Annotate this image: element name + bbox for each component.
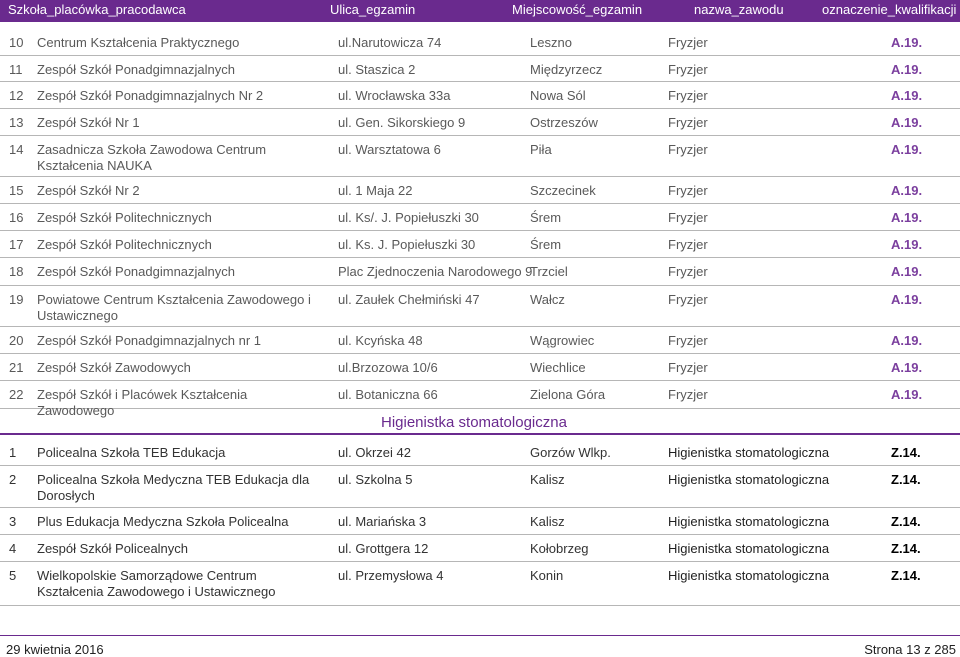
row-number: 21 bbox=[9, 360, 24, 375]
row-city: Szczecinek bbox=[530, 183, 596, 198]
row-city: Zielona Góra bbox=[530, 387, 606, 402]
row-number: 14 bbox=[9, 142, 24, 157]
row-school: Zespół Szkół i Placówek Kształcenia Zawodowego bbox=[37, 387, 248, 418]
row-number: 18 bbox=[9, 264, 24, 279]
row-school: Zespół Szkół Ponadgimnazjalnych bbox=[37, 62, 235, 77]
footer-divider bbox=[0, 635, 960, 636]
table-row bbox=[0, 466, 960, 508]
row-code: Z.14. bbox=[891, 514, 921, 529]
row-profession: Higienistka stomatologiczna bbox=[668, 514, 830, 529]
section-heading bbox=[0, 409, 960, 435]
row-city: Kalisz bbox=[530, 514, 565, 529]
row-number: 13 bbox=[9, 115, 24, 130]
row-code: A.19. bbox=[891, 88, 923, 103]
row-number: 10 bbox=[9, 35, 24, 50]
row-street: ul. Kcyńska 48 bbox=[338, 333, 423, 348]
header-code: oznaczenie_kwalifikacji bbox=[822, 2, 957, 17]
row-profession: Fryzjer bbox=[668, 183, 708, 198]
row-street: ul. Przemysłowa 4 bbox=[338, 568, 444, 583]
row-school: Centrum Kształcenia Praktycznego bbox=[37, 35, 240, 50]
row-code: A.19. bbox=[891, 264, 923, 279]
row-city: Kołobrzeg bbox=[530, 541, 589, 556]
row-street: ul. Gen. Sikorskiego 9 bbox=[338, 115, 466, 130]
row-street: ul. 1 Maja 22 bbox=[338, 183, 413, 198]
row-number: 2 bbox=[9, 472, 17, 487]
row-number: 19 bbox=[9, 292, 24, 307]
row-code: A.19. bbox=[891, 183, 923, 198]
row-street: ul. Ks/. J. Popiełuszki 30 bbox=[338, 210, 479, 225]
row-school: Zespół Szkół Politechnicznych bbox=[37, 237, 212, 252]
row-profession: Higienistka stomatologiczna bbox=[668, 568, 830, 583]
row-code: A.19. bbox=[891, 210, 923, 225]
row-profession: Fryzjer bbox=[668, 387, 708, 402]
row-code: Z.14. bbox=[891, 541, 921, 556]
row-school: Zespół Szkół Ponadgimnazjalnych bbox=[37, 264, 235, 279]
table-row bbox=[0, 535, 960, 562]
table-row bbox=[0, 204, 960, 231]
row-number: 20 bbox=[9, 333, 24, 348]
row-city: Wałcz bbox=[530, 292, 565, 307]
footer-page-number: Strona 13 z 285 bbox=[864, 642, 956, 657]
row-street: ul. Ks. J. Popiełuszki 30 bbox=[338, 237, 476, 252]
row-city: Śrem bbox=[530, 210, 562, 225]
table-row bbox=[0, 56, 960, 82]
table-row bbox=[0, 354, 960, 381]
row-profession: Higienistka stomatologiczna bbox=[668, 472, 830, 487]
table-row bbox=[0, 381, 960, 418]
row-code: A.19. bbox=[891, 333, 923, 348]
row-school: Zespół Szkół Nr 1 bbox=[37, 115, 140, 130]
header-profession: nazwa_zawodu bbox=[694, 2, 784, 17]
row-school: Powiatowe Centrum Kształcenia Zawodowego i Ustawicznego bbox=[37, 292, 311, 323]
row-number: 3 bbox=[9, 514, 17, 529]
row-profession: Fryzjer bbox=[668, 62, 708, 77]
row-profession: Fryzjer bbox=[668, 210, 708, 225]
table-row bbox=[0, 177, 960, 204]
row-street: ul. Wrocławska 33a bbox=[338, 88, 451, 103]
row-street: ul. Grottgera 12 bbox=[338, 541, 429, 556]
row-city: Nowa Sól bbox=[530, 88, 586, 103]
row-profession: Higienistka stomatologiczna bbox=[668, 445, 830, 460]
row-number: 5 bbox=[9, 568, 17, 583]
table-row bbox=[0, 258, 960, 286]
row-street: ul. Warsztatowa 6 bbox=[338, 142, 441, 157]
row-number: 17 bbox=[9, 237, 24, 252]
table-row bbox=[0, 136, 960, 177]
row-code: A.19. bbox=[891, 292, 923, 307]
header-city: Miejscowość_egzamin bbox=[512, 2, 643, 17]
footer-date: 29 kwietnia 2016 bbox=[6, 642, 104, 657]
table-row bbox=[0, 231, 960, 258]
table-row bbox=[0, 327, 960, 354]
row-city: Konin bbox=[530, 568, 564, 583]
row-school: Policealna Szkoła Medyczna TEB Edukacja dla Dorosłych bbox=[37, 472, 310, 503]
row-code: A.19. bbox=[891, 35, 923, 50]
row-city: Wiechlice bbox=[530, 360, 586, 375]
row-city: Ostrzeszów bbox=[530, 115, 598, 130]
row-city: Piła bbox=[530, 142, 552, 157]
row-city: Śrem bbox=[530, 237, 562, 252]
row-school: Zasadnicza Szkoła Zawodowa Centrum Kształcenia NAUKA bbox=[37, 142, 267, 173]
row-code: Z.14. bbox=[891, 472, 921, 487]
row-city: Wągrowiec bbox=[530, 333, 595, 348]
row-code: A.19. bbox=[891, 360, 923, 375]
row-school: Zespół Szkół Politechnicznych bbox=[37, 210, 212, 225]
row-profession: Fryzjer bbox=[668, 360, 708, 375]
row-street: ul. Botaniczna 66 bbox=[338, 387, 438, 402]
row-school: Zespół Szkół Ponadgimnazjalnych nr 1 bbox=[37, 333, 262, 348]
header-school: Szkoła_placówka_pracodawca bbox=[8, 2, 186, 17]
row-number: 11 bbox=[9, 62, 23, 77]
row-code: A.19. bbox=[891, 237, 923, 252]
row-code: Z.14. bbox=[891, 568, 921, 583]
row-street: ul. Mariańska 3 bbox=[338, 514, 427, 529]
row-city: Trzciel bbox=[530, 264, 568, 279]
row-number: 16 bbox=[9, 210, 24, 225]
row-city: Gorzów Wlkp. bbox=[530, 445, 611, 460]
table-row bbox=[0, 286, 960, 327]
row-profession: Fryzjer bbox=[668, 35, 708, 50]
row-street: ul.Narutowicza 74 bbox=[338, 35, 442, 50]
row-code: Z.14. bbox=[891, 445, 921, 460]
row-code: A.19. bbox=[891, 387, 923, 402]
column-header-bar bbox=[0, 0, 960, 22]
row-code: A.19. bbox=[891, 62, 923, 77]
row-profession: Fryzjer bbox=[668, 88, 708, 103]
row-profession: Higienistka stomatologiczna bbox=[668, 541, 830, 556]
row-street: ul. Okrzei 42 bbox=[338, 445, 411, 460]
table-row bbox=[0, 562, 960, 606]
row-code: A.19. bbox=[891, 142, 923, 157]
table-row bbox=[0, 508, 960, 535]
row-profession: Fryzjer bbox=[668, 142, 708, 157]
row-street: ul. Szkolna 5 bbox=[338, 472, 413, 487]
row-profession: Fryzjer bbox=[668, 237, 708, 252]
row-school: Plus Edukacja Medyczna Szkoła Policealna bbox=[37, 514, 289, 529]
row-profession: Fryzjer bbox=[668, 115, 708, 130]
row-number: 12 bbox=[9, 88, 24, 103]
row-number: 4 bbox=[9, 541, 17, 556]
section-title: Higienistka stomatologiczna bbox=[381, 414, 567, 431]
row-school: Zespół Szkół Zawodowych bbox=[37, 360, 191, 375]
row-school: Zespół Szkół Policealnych bbox=[37, 541, 189, 556]
table-row bbox=[0, 109, 960, 136]
row-code: A.19. bbox=[891, 115, 923, 130]
row-school: Zespół Szkół Nr 2 bbox=[37, 183, 140, 198]
row-street: ul.Brzozowa 10/6 bbox=[338, 360, 438, 375]
row-street: Plac Zjednoczenia Narodowego 9 bbox=[338, 264, 533, 279]
row-number: 15 bbox=[9, 183, 24, 198]
row-profession: Fryzjer bbox=[668, 292, 708, 307]
row-street: ul. Staszica 2 bbox=[338, 62, 416, 77]
table-row bbox=[0, 82, 960, 109]
header-street: Ulica_egzamin bbox=[330, 2, 416, 17]
row-school: Policealna Szkoła TEB Edukacja bbox=[37, 445, 226, 460]
table-row bbox=[0, 439, 960, 466]
row-street: ul. Zaułek Chełmiński 47 bbox=[338, 292, 480, 307]
row-city: Kalisz bbox=[530, 472, 565, 487]
row-number: 22 bbox=[9, 387, 24, 402]
row-school: Zespół Szkół Ponadgimnazjalnych Nr 2 bbox=[37, 88, 264, 103]
row-number: 1 bbox=[9, 445, 17, 460]
row-profession: Fryzjer bbox=[668, 333, 708, 348]
row-school: Wielkopolskie Samorządowe Centrum Kształcenia Zawodowego i Ustawicznego bbox=[37, 568, 276, 599]
row-city: Leszno bbox=[530, 35, 572, 50]
row-profession: Fryzjer bbox=[668, 264, 708, 279]
row-city: Międzyrzecz bbox=[530, 62, 603, 77]
table-row bbox=[0, 29, 960, 56]
